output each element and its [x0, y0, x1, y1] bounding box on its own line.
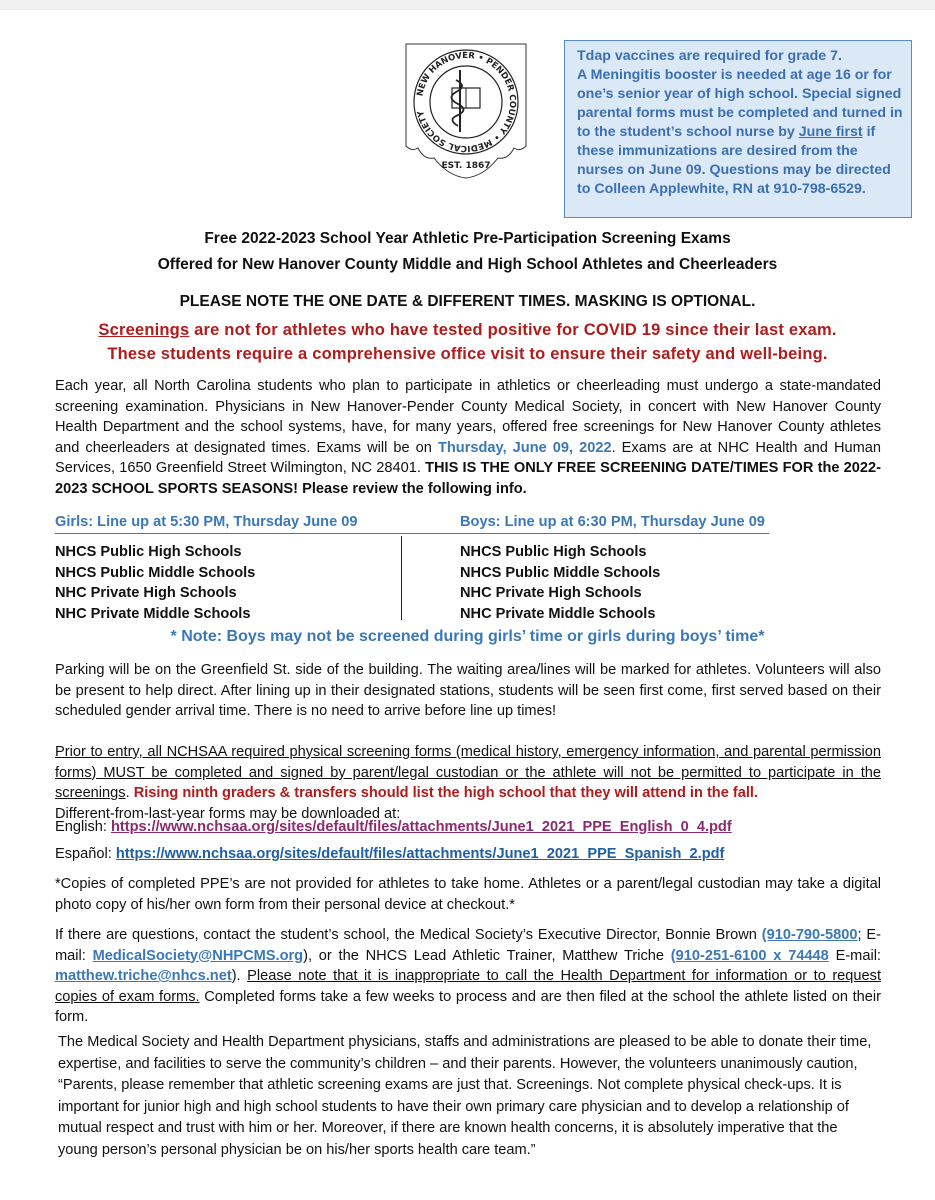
logo-ring-text: NEW HANOVER • PENDER COUNTY • MEDICAL SOCIETY	[415, 50, 518, 154]
english-label: English:	[55, 819, 111, 835]
girls-school-list	[55, 542, 255, 625]
contact-text-a: If there are questions, contact the student’s school, the Medical Society’s Executive Director, Bonnie Brown	[55, 927, 762, 943]
phone-link-2[interactable]: (910-251-6100 x 74448	[670, 947, 829, 964]
meningitis-text: A Meningitis booster is needed at age 16 or for one’s senior year of high school. Special signed parental forms must be completed and turned in to the student’s school nurse by	[577, 67, 903, 140]
list-item: NHCS Public Middle Schools	[460, 564, 661, 581]
tdap-line: Tdap vaccines are required for grade 7.	[577, 48, 842, 64]
forms-required-text: Prior to entry, all NCHSAA required physical screening forms (medical history, emergency information, and parental permission forms) MUST be completed and signed by parent/legal custodian or the athlete will not be permitted to participate in the screenings	[55, 744, 881, 801]
english-form-link[interactable]: https://www.nchsaa.org/sites/default/files/attachments/June1_2021_PPE_English_0_4.pdf	[110, 819, 732, 835]
medical-society-logo	[402, 40, 530, 186]
contact-text-e: ).	[231, 968, 248, 984]
contact-text-b: ; E-mail:	[55, 927, 882, 964]
list-item: NHC Private Middle Schools	[55, 606, 251, 623]
list-item: NHC Private High Schools	[55, 585, 237, 602]
contact-text-d: E-mail:	[828, 947, 881, 964]
forms-period: .	[125, 785, 134, 801]
gender-time-note: * Note: Boys may not be screened during girls’ time or girls during boys’ time*	[170, 628, 765, 645]
list-item: NHCS Public Middle Schools	[55, 564, 256, 581]
phone-link-1[interactable]: (910-790-5800	[761, 927, 858, 943]
rising-ninth-note: Rising ninth graders & transfers should list the high school that they will attend in the fall.	[133, 785, 759, 801]
boys-lineup-header: Boys: Line up at 6:30 PM, Thursday June 09	[460, 514, 765, 530]
email-link-1[interactable]: MedicalSociety@NHPCMS.org	[92, 947, 304, 964]
spanish-form-row	[55, 846, 724, 862]
intro-text-1: Each year, all North Carolina students who plan to participate in athletics or cheerleading must undergo a state-mandated screening examination. Physicians in New Hanover-Pender County Medical Society, in concert with New Hanover County Health Department and the school systems, have, for many years, offered free screenings for New Hanover County athletes and cheerleaders at designated times. Exams will be on	[55, 378, 881, 456]
closing-paragraph: The Medical Society and Health Department physicians, staffs and administrations are pleased to be able to donate their time, expertise, and facilities to serve the community’s children – and their parents. However, the volunteers unanimously caution, “Parents, please remember that athletic screening exams are just that. Screenings. Not complete physical check-ups. It is important for junior high and high school students to have their own primary care physician and to develop a relationship of mutual respect and trust with him or her. Moreover, if there are known health concerns, it is absolutely imperative that the young person’s personal physician be on his/her sports health care team.”	[58, 1034, 872, 1158]
copies-paragraph: *Copies of completed PPE’s are not provided for athletes to take home. Athletes or a parent/legal custodian may take a digital photo copy of his/her own form from their personal device at checkout.*	[55, 876, 881, 913]
list-item: NHC Private High Schools	[460, 585, 642, 602]
schedule-divider	[401, 536, 402, 620]
list-item: NHC Private Middle Schools	[460, 606, 656, 623]
list-item: NHCS Public High Schools	[460, 544, 647, 560]
boys-school-list	[460, 542, 660, 625]
english-form-row	[55, 819, 732, 835]
spanish-form-link[interactable]: https://www.nchsaa.org/sites/default/files/attachments/June1_2021_PPE_Spanish_2.pdf	[115, 846, 725, 862]
parking-paragraph: Parking will be on the Greenfield St. side of the building. The waiting area/lines will be marked for athletes. Volunteers will also be present to help direct. After lining up in their designated stations, students will be seen first come, first served based on their scheduled gender arrival time. There is no need to arrive before line up times!	[55, 662, 881, 719]
exam-date: Thursday, June 09, 2022	[437, 439, 612, 456]
list-item: NHCS Public High Schools	[55, 544, 242, 560]
covid-warning-line-1	[0, 321, 935, 340]
screenings-word: Screenings	[98, 321, 190, 339]
nurse-contact-text: if these immunizations are desired from the nurses on June 09. Questions may be directed to Colleen Applewhite, RN at 910-798-6529.	[577, 124, 891, 197]
deadline-text: June first	[798, 124, 863, 140]
forms-paragraph	[55, 742, 881, 824]
contact-paragraph	[55, 925, 881, 1028]
immunization-notice-box	[564, 40, 912, 218]
email-link-2[interactable]: matthew.triche@nhcs.net	[55, 968, 232, 984]
contact-text-c: ), or the NHCS Lead Athletic Trainer, Matthew Triche	[303, 947, 671, 964]
note-line: PLEASE NOTE THE ONE DATE & DIFFERENT TIMES. MASKING IS OPTIONAL.	[179, 293, 756, 310]
download-note: Different-from-last-year forms may be downloaded at:	[55, 805, 401, 822]
contact-text-f: Completed forms take a few weeks to process and are then filed at the school the athlete listed on their form.	[55, 988, 881, 1025]
intro-paragraph	[55, 376, 881, 499]
covid-warning-text: are not for athletes who have tested positive for COVID 19 since their last exam.	[189, 321, 837, 339]
title-line-2: Offered for New Hanover County Middle and High School Athletes and Cheerleaders	[157, 256, 778, 273]
health-dept-warning: Please note that it is inappropriate to call the Health Department for information or to request copies of exam forms.	[55, 968, 881, 1005]
logo-est: EST. 1867	[441, 161, 491, 171]
title-line-1: Free 2022-2023 School Year Athletic Pre-Participation Screening Exams	[204, 230, 731, 247]
schedule-underline	[55, 533, 769, 534]
covid-warning-line-2: These students require a comprehensive office visit to ensure their safety and well-being.	[107, 345, 828, 363]
only-date-notice: THIS IS THE ONLY FREE SCREENING DATE/TIMES FOR the 2022-2023 SCHOOL SPORTS SEASONS! Please review the following info.	[55, 460, 881, 497]
girls-lineup-header: Girls: Line up at 5:30 PM, Thursday June 09	[55, 514, 358, 530]
intro-text-2: . Exams are at NHC Health and Human Services, 1650 Greenfield Street Wilmington, NC 28401.	[55, 439, 882, 476]
top-margin-bar	[0, 0, 935, 10]
spanish-label: Español:	[55, 846, 116, 862]
